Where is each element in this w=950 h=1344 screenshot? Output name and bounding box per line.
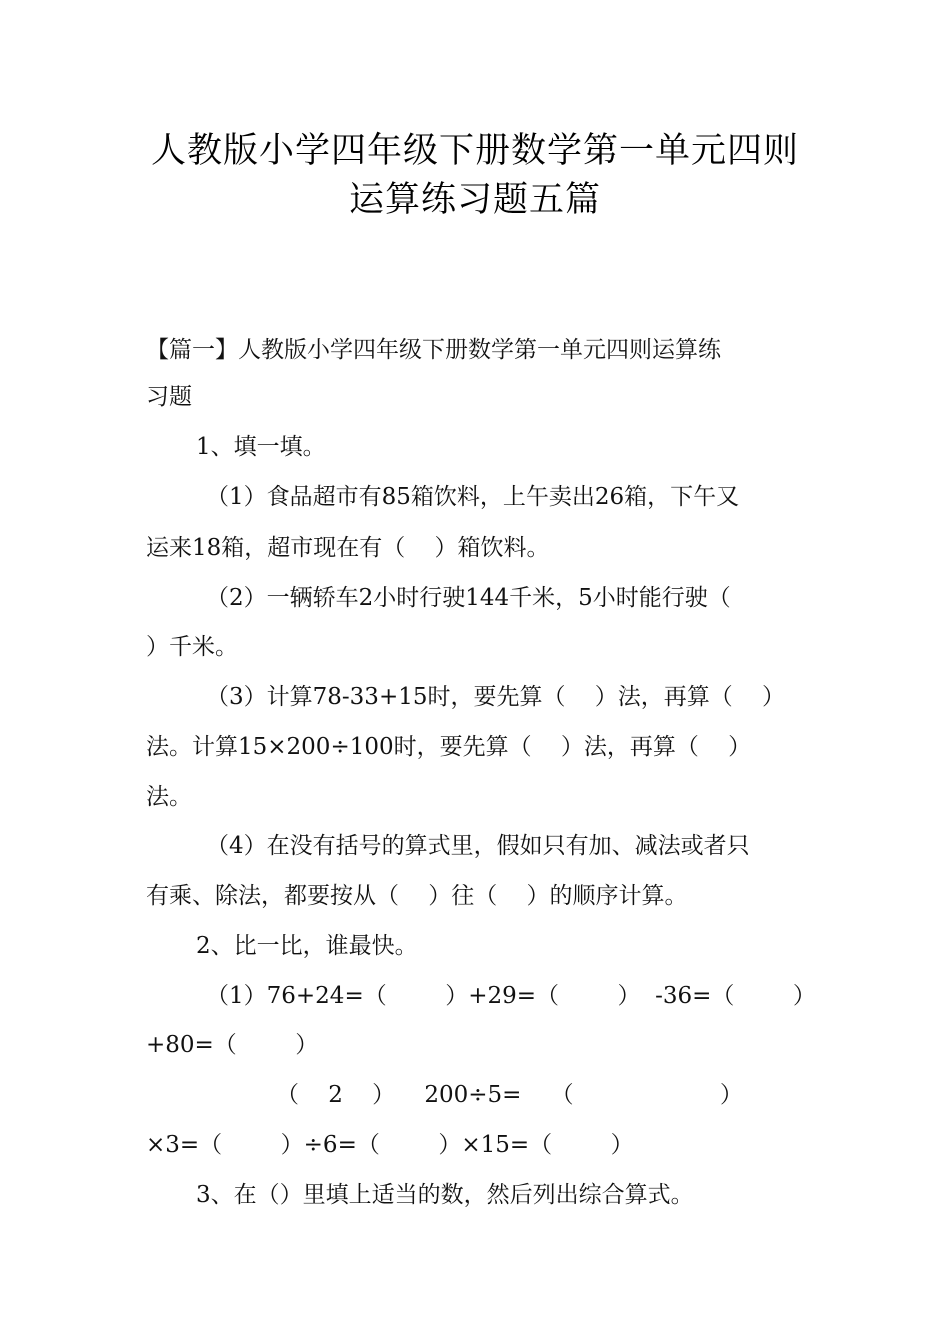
- question-1-item-4-line-1: （4）在没有括号的算式里，假如只有加、减法或者只: [206, 833, 750, 859]
- question-1-item-3-line-1: （3）计算78-33+15时，要先算（ ）法，再算（ ）: [206, 684, 785, 710]
- question-1-item-4-line-2: 有乘、除法，都要按从（ ）往（ ）的顺序计算。: [146, 883, 688, 909]
- section-heading-line-2: 习题: [146, 384, 192, 410]
- section-heading-line-1: 【篇一】人教版小学四年级下册数学第一单元四则运算练: [146, 337, 721, 363]
- question-1-item-1-line-2: 运来18箱，超市现在有（ ）箱饮料。: [146, 535, 550, 561]
- question-2-item-2-line-2: ×3=（ ）÷6=（ ）×15=（ ）: [146, 1132, 634, 1158]
- document-title-line-1: 人教版小学四年级下册数学第一单元四则: [150, 131, 799, 171]
- question-1-item-2-line-2: ）千米。: [146, 634, 238, 660]
- question-2-item-1-line-1: （1）76+24=（ ）+29=（ ） -36=（ ）: [206, 983, 816, 1009]
- question-2-item-2-line-1: （ 2 ） 200÷5= （ ）: [276, 1082, 743, 1108]
- question-1-item-3-line-2: 法。计算15×200÷100时，要先算（ ）法，再算（ ）: [146, 734, 752, 760]
- question-2-item-1-line-2: +80=（ ）: [146, 1032, 319, 1058]
- question-3-heading: 3、在（）里填上适当的数，然后列出综合算式。: [196, 1182, 694, 1208]
- question-1-item-2-line-1: （2）一辆轿车2小时行驶144千米，5小时能行驶（: [206, 585, 731, 611]
- question-1-item-3-line-3: 法。: [146, 784, 192, 810]
- document-title-line-2: 运算练习题五篇: [348, 180, 601, 220]
- question-2-heading: 2、比一比，谁最快。: [196, 933, 418, 959]
- question-1-item-1-line-1: （1）食品超市有85箱饮料，上午卖出26箱，下午又: [206, 484, 740, 510]
- question-1-heading: 1、填一填。: [196, 434, 326, 460]
